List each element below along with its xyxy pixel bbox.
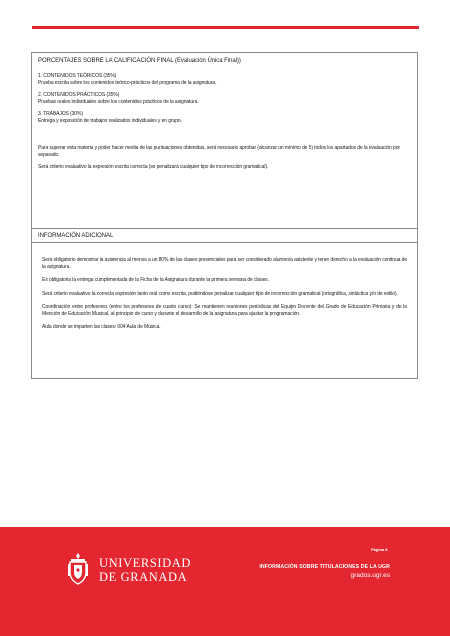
grading-item xyxy=(38,92,411,105)
info-paragraph: Será obligatorio demostrar la asistencia al menos a un 80% de las clases presenciales para ser considerado alumno/a asistente y tener derecho a la evaluación continua de la asignatura. xyxy=(42,257,407,270)
grading-item xyxy=(38,73,411,86)
grading-item-text: Prueba escrita sobre los contenidos teórico-prácticos del programa de la asignatura. xyxy=(38,79,217,86)
grading-item-heading: 2. CONTENIDOS PRÁCTICOS (35%) xyxy=(38,92,120,98)
grading-section-title: PORCENTAJES SOBRE LA CALIFICACIÓN FINAL (Evaluación Única Final)) xyxy=(38,58,241,64)
header-rule xyxy=(32,26,419,29)
info-titulaciones: INFORMACIÓN SOBRE TITULACIONES DE LA UGR xyxy=(259,564,390,570)
info-paragraph: Coordinación entre profesores (entre los profesores de cuarto curso): Se mantienen reuniones periódicas del Equipo Docente del Grado de Educación Primaria y de la Mención de Educación Musical, al principio de curso y durante el desarrollo de la asignatura para ajustar la programación. xyxy=(42,304,407,317)
page-number: Página 8 xyxy=(371,547,388,552)
info-paragraph: Será criterio evaluativo la correcta expresión tanto oral como escrita, pudiéndose penalizar cualquier tipo de incorrección gramatical (ortográfica, sintáctica y/o de estilo). xyxy=(42,290,398,297)
grading-item-text: Entrega y exposición de trabajos realizados individuales y en grupo. xyxy=(38,117,182,124)
writing-criterion-note: Será criterio evaluativo la expresión escrita correcta (se penalizará cualquier tipo de incorrección gramatical). xyxy=(38,164,269,170)
additional-info-title: INFORMACIÓN ADICIONAL xyxy=(32,229,417,243)
additional-info-section xyxy=(31,228,418,379)
info-paragraph: Aula donde se imparten las clases: 004 Aula de Música. xyxy=(42,324,161,330)
info-paragraph: Es obligatoria la entrega cumplimentada de la Ficha de la Asignatura durante la primera semana de clases. xyxy=(42,277,269,283)
university-seal-icon xyxy=(66,552,90,586)
grading-item-heading: 3. TRABAJOS (30%) xyxy=(38,111,83,117)
university-logo-text xyxy=(99,556,191,584)
grading-item-heading: 1. CONTENIDOS TEÓRICOS (35%) xyxy=(38,73,117,79)
site-link[interactable]: grados.ugr.es xyxy=(350,572,390,579)
grading-section xyxy=(31,52,418,229)
university-name-line1: UNIVERSIDAD xyxy=(99,556,192,570)
university-name-line2: DE GRANADA xyxy=(99,570,188,584)
grading-item-text: Pruebas orales individuales sobre los contenidos prácticos de la asignatura. xyxy=(38,98,199,105)
passing-note: Para superar esta materia y poder hacer media de las puntuaciones obtenidas, será necesario aprobar (alcanzar un mínimo de 5) todos los apartados de la evaluación por separado. xyxy=(38,145,400,158)
grading-item xyxy=(38,111,411,124)
page-footer xyxy=(0,527,450,636)
